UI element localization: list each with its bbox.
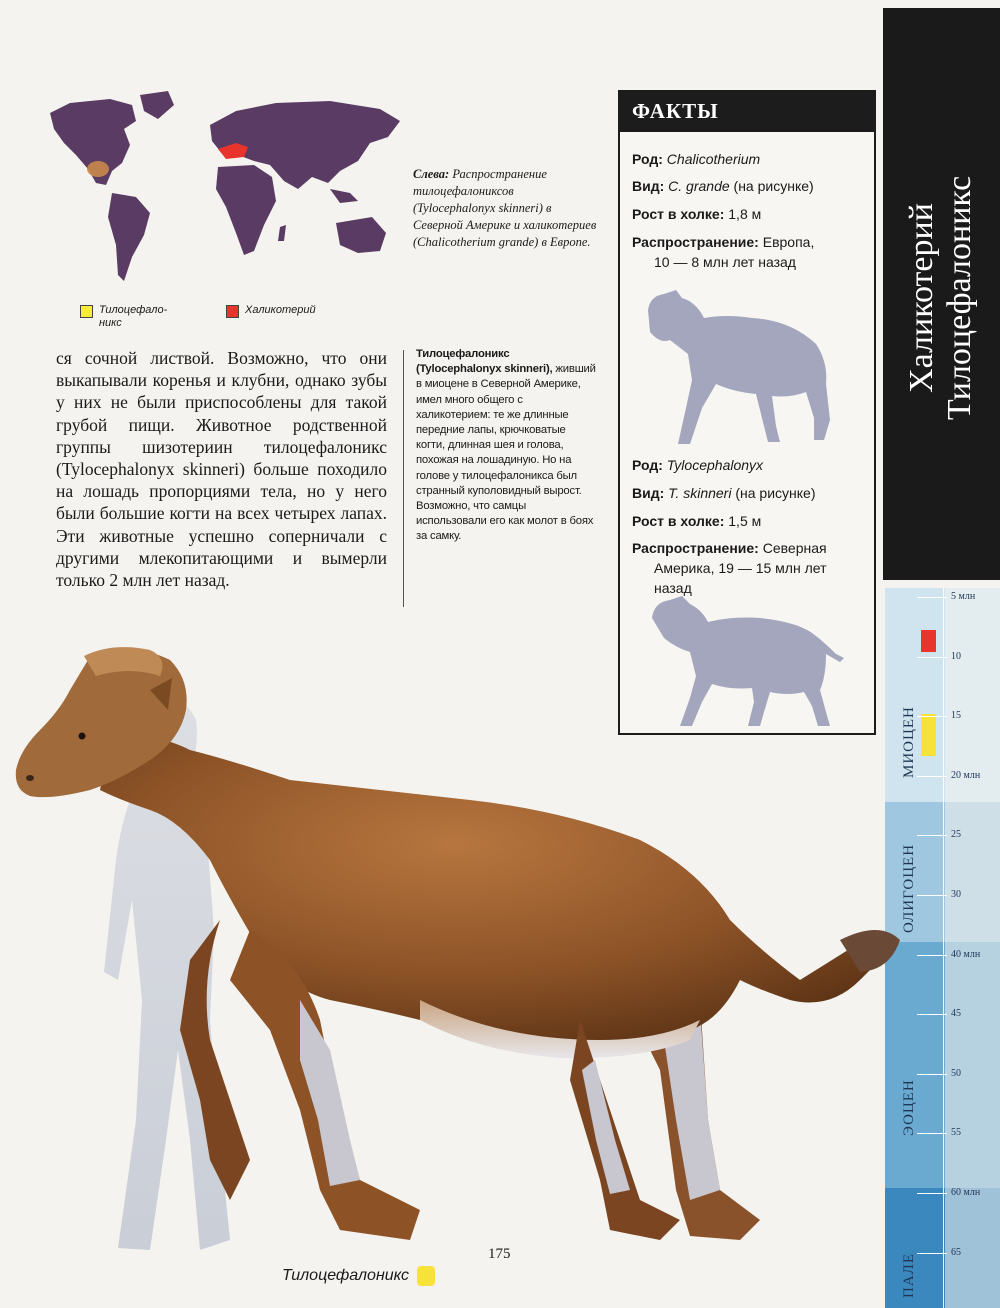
timeline-tick: [917, 716, 947, 717]
timeline-tick-label: 50: [951, 1067, 961, 1079]
legend-swatch-chalicotherium: [226, 305, 239, 318]
fact-genus-1: Род: Chalicotherium: [632, 151, 761, 167]
tylocephalonyx-range-marker: [921, 714, 936, 756]
facts-title: ФАКТЫ: [620, 92, 874, 132]
chalicotherium-silhouette: [630, 288, 840, 448]
timeline-tick: [917, 895, 947, 896]
vertical-title: [903, 176, 979, 420]
era-label-oligocene: ОЛИГОЦЕН: [901, 843, 917, 933]
bottom-caption-label: Тилоцефалоникс: [282, 1267, 410, 1284]
map-caption: [413, 166, 598, 251]
column-divider: [403, 350, 404, 607]
timeline-tick: [917, 776, 947, 777]
era-label-eocene: ЭОЦЕН: [901, 1079, 917, 1136]
body-text: ся сочной листвой. Возможно, что они выкапывали коренья и клубни, однако зубы у них не были приспособлены для такой грубой пищи. Животное родственной группы шизотериин тилоцефалоникс (Tylocephalonyx skinneri) больше походило на лошадь пропорциями тела, но у него были большие когти на всех четырех лапах. Эти животные успешно соперничали с другими млекопитающими и вымерли только 2 млн лет назад.: [56, 348, 387, 591]
timeline-tick-label: 65: [951, 1246, 961, 1258]
timeline-tick: [917, 1014, 947, 1015]
era-label-paleocene: ПАЛЕ: [901, 1252, 917, 1298]
side-text-body: живший в миоцене в Северной Америке, имел много общего с халикотерием: те же длинные передние лапы, крючковатые когти, длинная шея и голова, похожая на лошадиную. Но на голове у тилоцефалоникса был странный куполовидный вырост. Возможно, что самцы использовали его как молот в боях за самку.: [416, 363, 596, 543]
fact-species-2: Вид: T. skinneri (на рисунке): [632, 485, 816, 501]
timeline-tick: [917, 1253, 947, 1254]
timeline-tick: [917, 1074, 947, 1075]
fact-height-1: Рост в холке: 1,8 м: [632, 206, 762, 222]
title-band: [883, 8, 1000, 580]
timeline-tick-label: 10: [951, 650, 961, 662]
geologic-timeline: [885, 588, 1000, 1308]
map-caption-lead: Слева:: [413, 167, 450, 181]
timeline-tick: [917, 1193, 947, 1194]
title-line-1: Халикотерий: [903, 203, 940, 393]
map-tylocephalonyx-region: [87, 161, 109, 177]
timeline-tick-label: 60 млн: [951, 1187, 981, 1198]
legend-swatch-tylocephalonyx: [80, 305, 93, 318]
side-text-heading: Тилоцефалоникс (Tylocephalonyx skinneri),: [416, 348, 553, 376]
animal-eye: [79, 733, 86, 740]
fact-species-1: Вид: C. grande (на рисунке): [632, 178, 814, 194]
timeline-tick-label: 40 млн: [951, 948, 981, 960]
timeline-tick: [917, 835, 947, 836]
timeline-tick: [917, 657, 947, 658]
fact-range-1: Распространение: Европа, 10 — 8 млн лет назад: [632, 234, 815, 270]
timeline-tick-label: 45: [951, 1008, 961, 1020]
timeline-tick: [917, 1133, 947, 1134]
timeline-tick-label: 15: [951, 710, 961, 722]
bottom-caption-swatch: [417, 1266, 435, 1286]
bottom-caption: [282, 1266, 435, 1286]
timeline-tick: [917, 955, 947, 956]
page-number: 175: [488, 1246, 511, 1262]
legend-label-tylocephalonyx: Тилоцефало- никс: [99, 304, 168, 329]
fact-genus-2: Род: Tylocephalonyx: [632, 457, 764, 473]
world-map: [40, 85, 405, 295]
animal-body: [100, 737, 890, 1044]
timeline-tick-label: 30: [951, 889, 961, 900]
timeline-tick: [917, 597, 947, 598]
era-label-miocene: МИОЦЕН: [901, 706, 917, 778]
legend-label-chalicotherium: Халикотерий: [245, 304, 316, 316]
timeline-tick-label: 25: [951, 829, 961, 841]
timeline-tick-label: 20 млн: [951, 769, 981, 781]
chalicotherium-range-marker: [921, 630, 936, 652]
title-line-2: Тилоцефалоникс: [941, 175, 978, 421]
map-caption-text: Распространение тилоцефалониксов (Tylocephalonyx skinneri) в Северной Америке и халикотериев (Chalicotherium grande) в Европе.: [413, 167, 597, 249]
side-text: [416, 347, 596, 545]
fact-range-2: Распространение: Северная Америка, 19 — 15 млн лет назад: [632, 540, 827, 596]
timeline-tick-label: 5 млн: [951, 591, 976, 602]
fact-height-2: Рост в холке: 1,5 м: [632, 513, 762, 529]
tylocephalonyx-illustration: [0, 600, 900, 1308]
timeline-tick-label: 55: [951, 1127, 961, 1139]
map-legend: [80, 304, 420, 344]
